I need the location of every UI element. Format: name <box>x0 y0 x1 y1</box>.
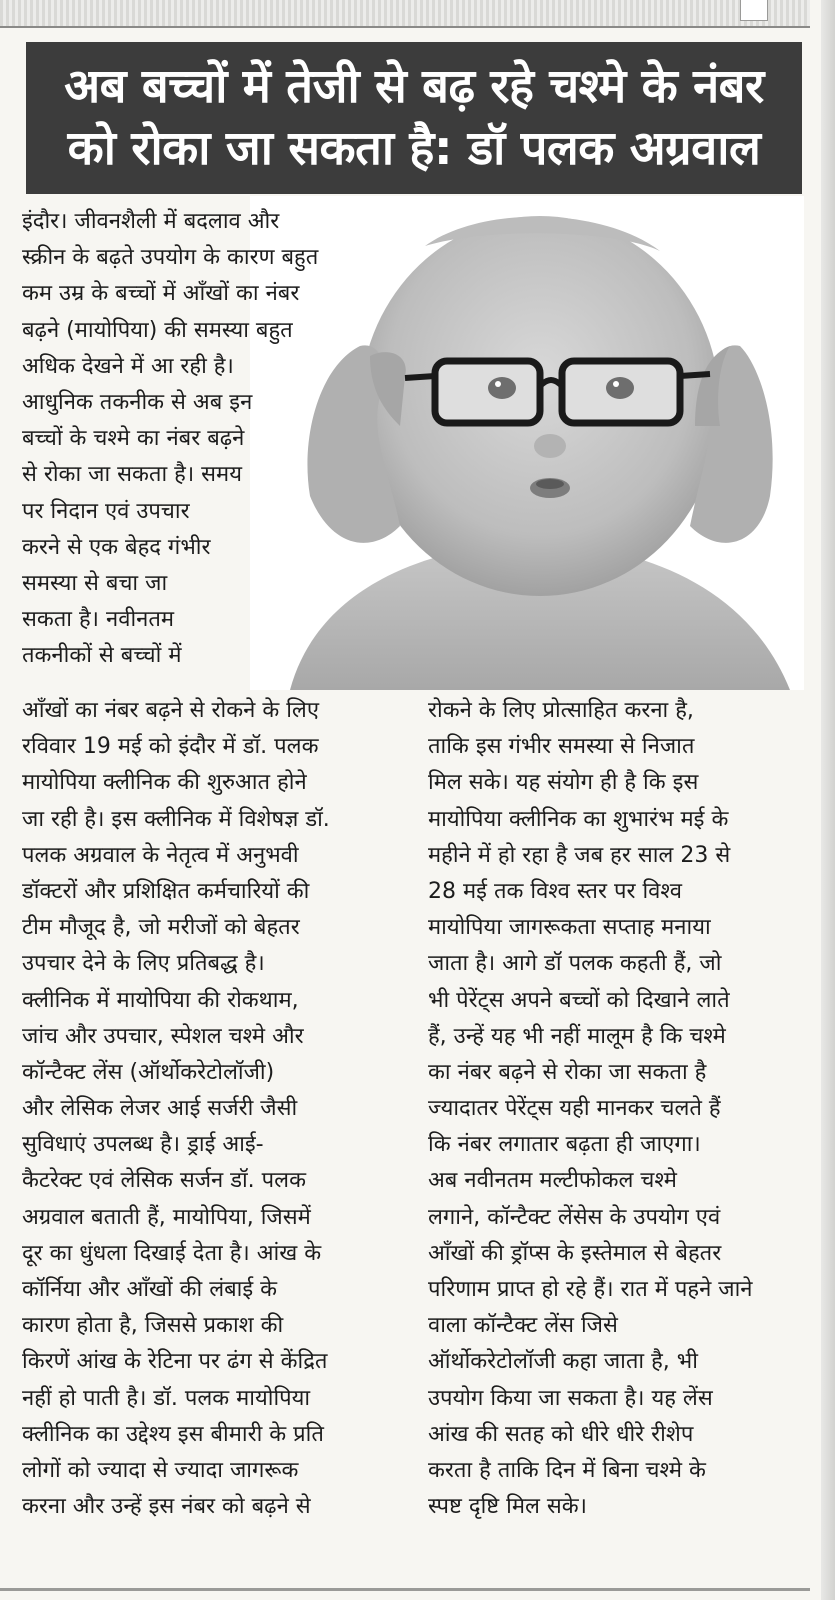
text-line: कैटरेक्ट एवं लेसिक सर्जन डॉ. पलक <box>22 1168 306 1194</box>
intro-paragraph <box>22 204 390 674</box>
text-line: आंख की सतह को धीरे धीरे रीशेप <box>428 1421 694 1447</box>
text-line: करना और उन्हें इस नंबर को बढ़ने से <box>22 1494 311 1520</box>
headline-line-1: अब बच्चों में तेजी से बढ़ रहे चश्मे के नंबर <box>64 59 764 114</box>
text-line: वाला कॉन्टैक्ट लेंस जिसे <box>428 1313 618 1339</box>
text-line: सकता है। नवीनतम <box>22 607 175 633</box>
text-line: ताकि इस गंभीर समस्या से निजात <box>428 734 695 760</box>
text-line: अग्रवाल बताती हैं, मायोपिया, जिसमें <box>22 1204 311 1230</box>
text-line: बच्चों के चश्मे का नंबर बढ़ने <box>22 426 245 452</box>
text-line: और लेसिक लेजर आई सर्जरी जैसी <box>22 1096 298 1122</box>
text-line: कम उम्र के बच्चों में आँखों का नंबर <box>22 281 300 307</box>
text-line: ऑर्थोकरेटोलॉजी कहा जाता है, भी <box>428 1349 698 1375</box>
text-line: क्लीनिक में मायोपिया की रोकथाम, <box>22 987 299 1013</box>
text-line: नहीं हो पाती है। डॉ. पलक मायोपिया <box>22 1385 311 1411</box>
text-line: मायोपिया क्लीनिक की शुरुआत होने <box>22 770 307 796</box>
text-line: समस्या से बचा जा <box>22 570 168 596</box>
text-line: 28 मई तक विश्व स्तर पर विश्व <box>428 878 682 904</box>
text-line: जांच और उपचार, स्पेशल चश्मे और <box>22 1023 304 1049</box>
text-line: आँखों का नंबर बढ़ने से रोकने के लिए <box>22 698 320 723</box>
page-edge-shadow <box>821 0 835 1600</box>
text-line: कारण होता है, जिससे प्रकाश की <box>22 1313 284 1339</box>
text-line: पलक अग्रवाल के नेतृत्व में अनुभवी <box>22 842 299 868</box>
text-line: टीम मौजूद है, जो मरीजों को बेहतर <box>22 915 300 941</box>
text-line: लगाने, कॉन्टैक्ट लेंसेस के उपयोग एवं <box>428 1204 721 1230</box>
text-line: अब नवीनतम मल्टीफोकल चश्मे <box>428 1168 677 1194</box>
text-line: मायोपिया क्लीनिक का शुभारंभ मई के <box>428 806 729 832</box>
text-line: उपचार देने के लिए प्रतिबद्ध है। <box>22 951 265 977</box>
page-bottom-rule <box>0 1588 810 1591</box>
text-line: करने से एक बेहद गंभीर <box>22 534 211 560</box>
text-line: क्लीनिक का उद्देश्य इस बीमारी के प्रति <box>22 1421 324 1447</box>
text-line: करता है ताकि दिन में बिना चश्मे के <box>428 1457 706 1483</box>
headline-line-2: को रोका जा सकता है: डॉ पलक अग्रवाल <box>67 121 761 176</box>
text-line: किरणें आंख के रेटिना पर ढंग से केंद्रित <box>22 1349 328 1375</box>
text-line: जा रही है। इस क्लीनिक में विशेषज्ञ डॉ. <box>22 806 330 832</box>
text-line: तकनीकों से बच्चों में <box>22 643 182 669</box>
headline-banner <box>26 42 802 194</box>
text-line: से रोका जा सकता है। समय <box>22 462 242 488</box>
text-line: इंदौर। जीवनशैली में बदलाव और <box>22 209 280 234</box>
text-line: कॉन्टैक्ट लेंस (ऑर्थोकरेटोलॉजी) <box>22 1059 275 1085</box>
text-line: दूर का धुंधला दिखाई देता है। आंख के <box>22 1240 322 1266</box>
text-line: रविवार 19 मई को इंदौर में डॉ. पलक <box>22 734 319 760</box>
text-line: डॉक्टरों और प्रशिक्षित कर्मचारियों की <box>22 878 310 904</box>
text-line: रोकने के लिए प्रोत्साहित करना है, <box>428 698 694 723</box>
text-line: ज्यादातर पेरेंट्स यही मानकर चलते हैं <box>428 1096 721 1122</box>
text-line: का नंबर बढ़ने से रोका जा सकता है <box>428 1059 707 1085</box>
page-corner-box <box>740 0 768 21</box>
text-line: कॉर्निया और आँखों की लंबाई के <box>22 1277 278 1302</box>
text-line: जाता है। आगे डॉ पलक कहती हैं, जो <box>428 951 722 977</box>
page-top-rule <box>0 0 810 28</box>
text-line: आँखों की ड्रॉप्स के इस्तेमाल से बेहतर <box>428 1240 722 1266</box>
text-line: महीने में हो रहा है जब हर साल 23 से <box>428 842 731 868</box>
text-line: मायोपिया जागरूकता सप्ताह मनाया <box>428 915 711 941</box>
text-line: मिल सके। यह संयोग ही है कि इस <box>428 770 699 796</box>
text-line: कि नंबर लगातार बढ़ता ही जाएगा। <box>428 1132 701 1158</box>
text-line: सुविधाएं उपलब्ध है। ड्राई आई- <box>22 1132 264 1158</box>
text-line: लोगों को ज्यादा से ज्यादा जागरूक <box>22 1457 299 1483</box>
text-line: भी पेरेंट्स अपने बच्चों को दिखाने लाते <box>428 987 730 1013</box>
text-line: आधुनिक तकनीक से अब इन <box>22 389 253 415</box>
text-line: स्क्रीन के बढ़ते उपयोग के कारण बहुत <box>22 245 319 271</box>
text-line: स्पष्ट दृष्टि मिल सके। <box>428 1494 587 1520</box>
text-line: हैं, उन्हें यह भी नहीं मालूम है कि चश्मे <box>428 1023 726 1049</box>
text-line: परिणाम प्राप्त हो रहे हैं। रात में पहने जाने <box>428 1277 753 1302</box>
right-column <box>428 693 798 1525</box>
text-line: पर निदान एवं उपचार <box>22 498 190 524</box>
left-column <box>22 693 392 1525</box>
text-line: बढ़ने (मायोपिया) की समस्या बहुत <box>22 317 293 343</box>
text-line: अधिक देखने में आ रही है। <box>22 353 234 379</box>
text-line: उपयोग किया जा सकता है। यह लेंस <box>428 1385 713 1411</box>
